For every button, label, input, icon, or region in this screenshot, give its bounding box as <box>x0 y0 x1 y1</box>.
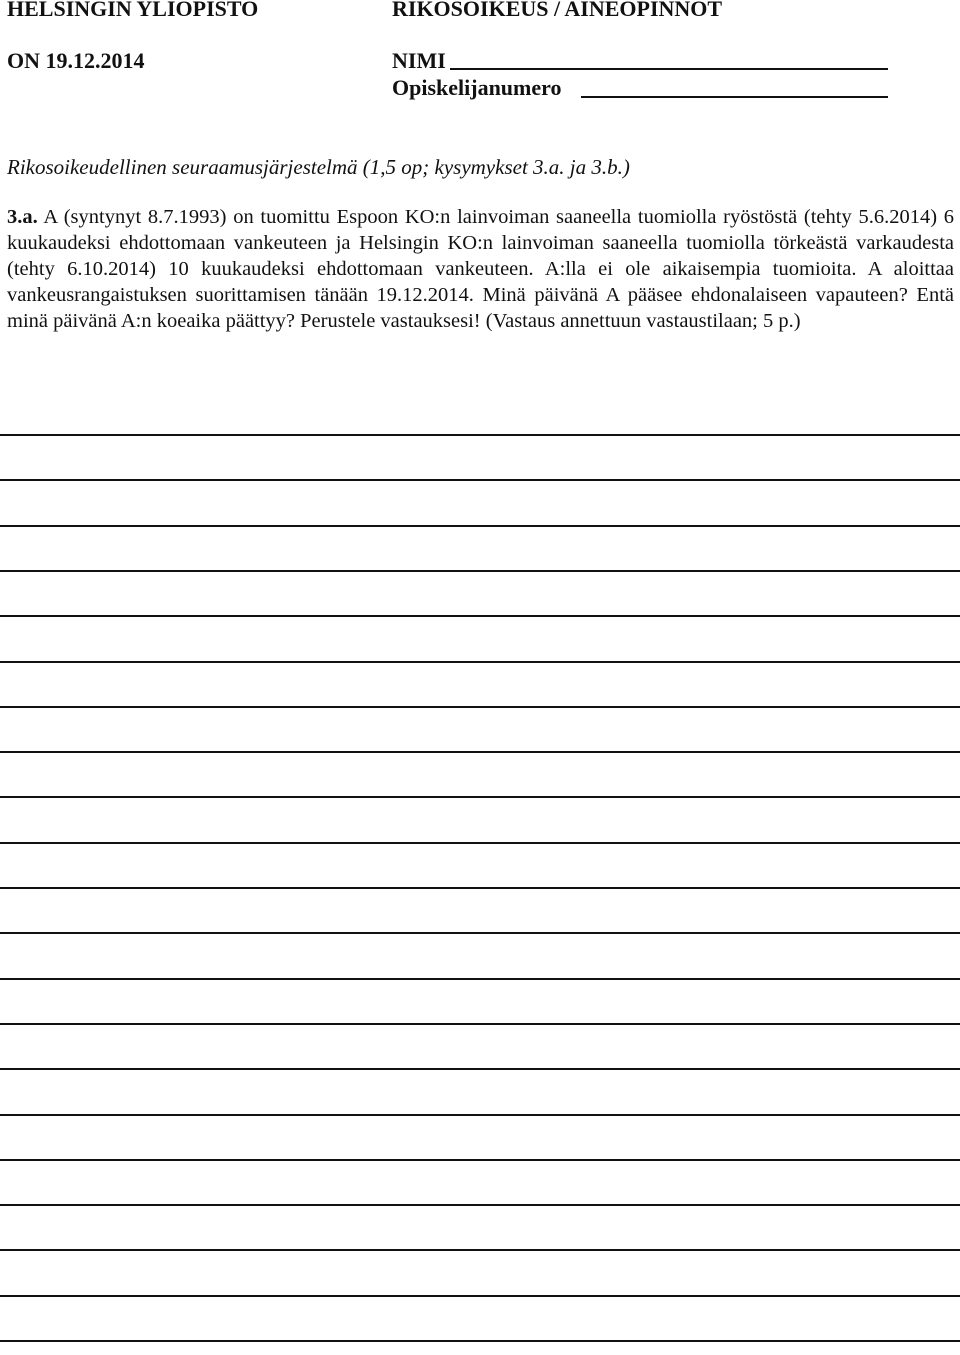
answer-line[interactable] <box>0 1249 960 1251</box>
name-label: NIMI <box>392 48 446 73</box>
answer-line[interactable] <box>0 751 960 753</box>
student-number-field-line[interactable] <box>581 96 888 98</box>
course-title: RIKOSOIKEUS / AINEOPINNOT <box>392 0 723 21</box>
section-subtitle: Rikosoikeudellinen seuraamusjärjestelmä (1,5 op; kysymykset 3.a. ja 3.b.) <box>7 155 630 179</box>
answer-line[interactable] <box>0 978 960 980</box>
answer-line[interactable] <box>0 1340 960 1342</box>
answer-line[interactable] <box>0 1068 960 1070</box>
question-text: A (syntynyt 8.7.1993) on tuomittu Espoon KO:n lainvoiman saaneella tuomiolla ryöstöstä (tehty 5.6.2014) 6 kuukaudeksi ehdottomaan vankeuteen ja Helsingin KO:n lainvoiman saaneella tuomiolla törkeästä varkaudesta (tehty 6.10.2014) 10 kuukaudeksi ehdottomaan vankeuteen. A:lla ei ole aikaisempia tuomioita. A aloittaa vankeusrangaistuksen suorittamisen tänään 19.12.2014. Minä päivänä A pääsee ehdonalaiseen vapauteen? Entä minä päivänä A:n koeaika päättyy? Perustele vastauksesi! (Vastaus annettuun vastaustilaan; 5 p.) <box>7 206 954 332</box>
university-name: HELSINGIN YLIOPISTO <box>7 0 259 21</box>
answer-line[interactable] <box>0 661 960 663</box>
answer-line[interactable] <box>0 479 960 481</box>
student-number-label: Opiskelijanumero <box>392 75 562 100</box>
question-paragraph <box>7 204 954 334</box>
answer-line[interactable] <box>0 796 960 798</box>
answer-line[interactable] <box>0 842 960 844</box>
answer-line[interactable] <box>0 570 960 572</box>
exam-date: ON 19.12.2014 <box>7 48 145 73</box>
answer-line[interactable] <box>0 1204 960 1206</box>
answer-line[interactable] <box>0 525 960 527</box>
name-field-line[interactable] <box>450 68 888 70</box>
answer-line[interactable] <box>0 1114 960 1116</box>
answer-line[interactable] <box>0 434 960 436</box>
answer-line[interactable] <box>0 1159 960 1161</box>
question-number: 3.a. <box>7 206 38 228</box>
answer-line[interactable] <box>0 1295 960 1297</box>
answer-line[interactable] <box>0 887 960 889</box>
answer-line[interactable] <box>0 1023 960 1025</box>
answer-line[interactable] <box>0 706 960 708</box>
answer-line[interactable] <box>0 615 960 617</box>
answer-line[interactable] <box>0 932 960 934</box>
